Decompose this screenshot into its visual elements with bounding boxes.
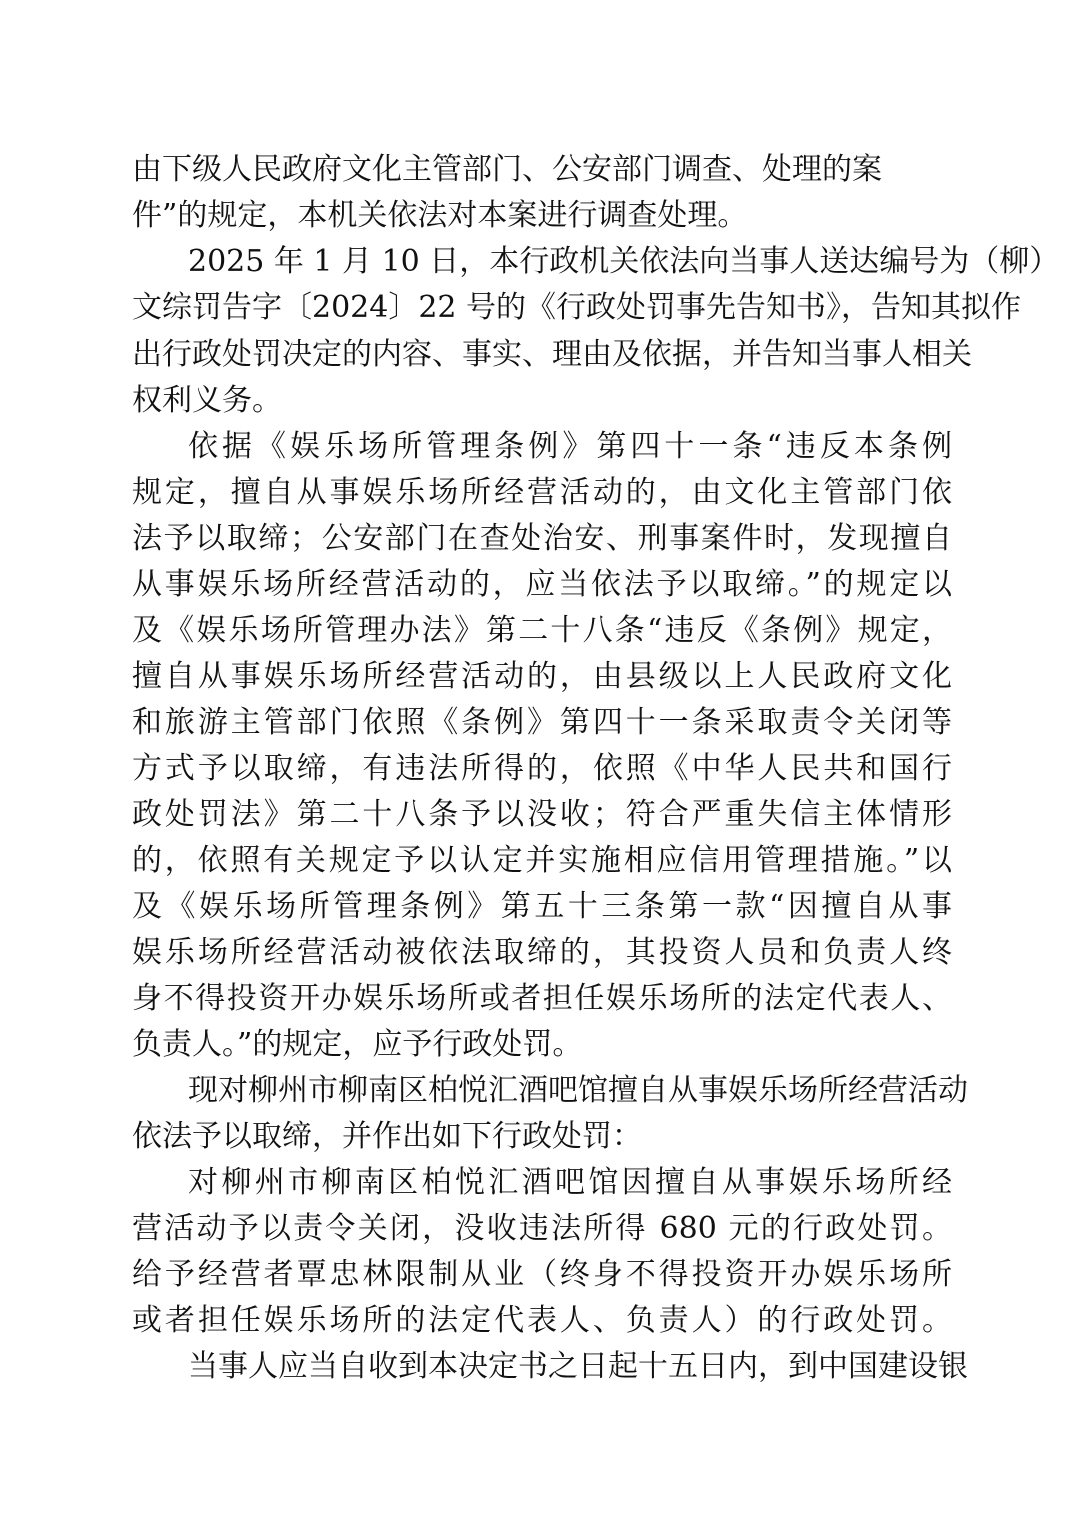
text-line: 2025 年 1 月 10 日，本行政机关依法向当事人送达编号为（柳） bbox=[188, 244, 1060, 279]
text-line: 由下级人民政府文化主管部门、公安部门调查、处理的案 bbox=[132, 152, 882, 187]
text-line: 和旅游主管部门依照《条例》第四十一条采取责令关闭等 bbox=[132, 705, 952, 740]
text-line: 方式予以取缔，有违法所得的，依照《中华人民共和国行 bbox=[132, 751, 952, 786]
text-line: 擅自从事娱乐场所经营活动的，由县级以上人民政府文化 bbox=[132, 659, 952, 694]
text-line: 当事人应当自收到本决定书之日起十五日内，到中国建设银 bbox=[188, 1349, 968, 1384]
text-line: 现对柳州市柳南区柏悦汇酒吧馆擅自从事娱乐场所经营活动 bbox=[188, 1073, 968, 1108]
text-line: 法予以取缔；公安部门在查处治安、刑事案件时，发现擅自 bbox=[132, 521, 952, 556]
text-line: 文综罚告字〔2024〕22 号的《行政处罚事先告知书》，告知其拟作 bbox=[132, 290, 1022, 325]
text-line: 依法予以取缔，并作出如下行政处罚： bbox=[132, 1119, 642, 1154]
text-line: 对柳州市柳南区柏悦汇酒吧馆因擅自从事娱乐场所经 bbox=[188, 1165, 952, 1200]
text-line: 或者担任娱乐场所的法定代表人、负责人）的行政处罚。 bbox=[132, 1303, 952, 1338]
text-line: 娱乐场所经营活动被依法取缔的，其投资人员和负责人终 bbox=[132, 935, 952, 970]
text-line: 出行政处罚决定的内容、事实、理由及依据，并告知当事人相关 bbox=[132, 337, 972, 372]
text-line: 及《娱乐场所管理条例》第五十三条第一款“因擅自从事 bbox=[132, 889, 952, 924]
text-line: 负责人。”的规定，应予行政处罚。 bbox=[132, 1027, 583, 1062]
text-line: 身不得投资开办娱乐场所或者担任娱乐场所的法定代表人、 bbox=[132, 981, 952, 1016]
text-line: 件”的规定，本机关依法对本案进行调查处理。 bbox=[132, 198, 748, 233]
text-line: 权利义务。 bbox=[132, 383, 282, 418]
text-line: 从事娱乐场所经营活动的，应当依法予以取缔。”的规定以 bbox=[132, 567, 952, 602]
text-line: 给予经营者覃忠林限制从业（终身不得投资开办娱乐场所 bbox=[132, 1257, 952, 1292]
text-line: 的，依照有关规定予以认定并实施相应信用管理措施。”以 bbox=[132, 843, 952, 878]
text-line: 依据《娱乐场所管理条例》第四十一条“违反本条例 bbox=[188, 429, 952, 464]
text-line: 营活动予以责令关闭，没收违法所得 680 元的行政处罚。 bbox=[132, 1211, 952, 1246]
text-line: 规定，擅自从事娱乐场所经营活动的，由文化主管部门依 bbox=[132, 475, 952, 510]
text-line: 政处罚法》第二十八条予以没收；符合严重失信主体情形 bbox=[132, 797, 952, 832]
text-line: 及《娱乐场所管理办法》第二十八条“违反《条例》规定， bbox=[132, 613, 952, 648]
